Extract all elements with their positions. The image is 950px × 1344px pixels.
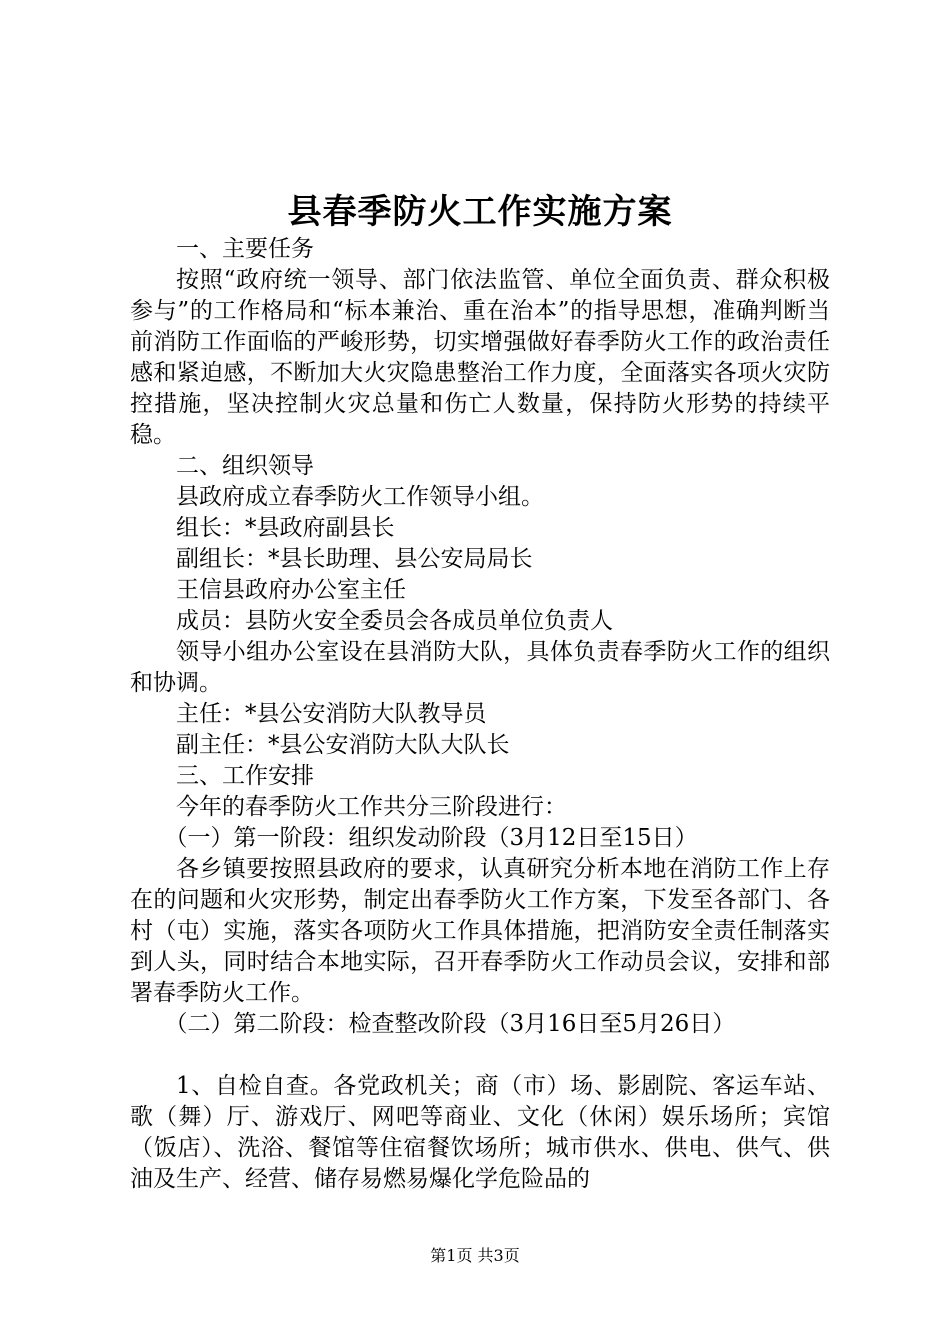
paragraph: 今年的春季防火工作共分三阶段进行： [176, 794, 567, 820]
paragraph: 组长：*县政府副县长 [176, 515, 395, 541]
document-title: 县春季防火工作实施方案 [287, 192, 673, 232]
section-heading: 一、主要任务 [176, 236, 314, 262]
section-heading: 三、工作安排 [176, 763, 314, 789]
paragraph: 副组长：*县长助理、县公安局局长 [176, 546, 533, 572]
document-page [130, 190, 830, 1195]
paragraph: 各乡镇要按照县政府的要求，认真研究分析本地在消防工作上存在的问题和火灾形势，制定出春季防火工作方案，下发至各部门、各村（屯）实施，落实各项防火工作具体措施，把消防安全责任制落实到人头，同时结合本地实际，召开春季防火工作动员会议，安排和部署春季防火工作。 [130, 856, 830, 1006]
page-footer: 第1页 共3页 [430, 1246, 520, 1265]
paragraph: 县政府成立春季防火工作领导小组。 [176, 484, 544, 510]
paragraph: 1、自检自查。各党政机关；商（市）场、影剧院、客运车站、歌（舞）厅、游戏厅、网吧等商业、文化（休闲）娱乐场所；宾馆（饭店）、洗浴、餐馆等住宿餐饮场所；城市供水、供电、供气、供油及生产、经营、储存易燃易爆化学危险品的 [130, 1073, 830, 1192]
paragraph: 按照“政府统一领导、部门依法监管、单位全面负责、群众积极参与”的工作格局和“标本兼治、重在治本”的指导思想，准确判断当前消防工作面临的严峻形势，切实增强做好春季防火工作的政治责任感和紧迫感，不断加大火灾隐患整治工作力度，全面落实各项火灾防控措施，坚决控制火灾总量和伤亡人数量，保持防火形势的持续平稳。 [130, 267, 830, 448]
blank-line [130, 1040, 830, 1071]
document-body [130, 234, 830, 1195]
subsection-heading: （一）第一阶段：组织发动阶段（3月12日至15日） [164, 825, 698, 851]
subsection-heading: （二）第二阶段：检查整改阶段（3月16日至5月26日） [164, 1011, 736, 1037]
paragraph: 副主任：*县公安消防大队大队长 [176, 732, 510, 758]
paragraph: 主任：*县公安消防大队教导员 [176, 701, 487, 727]
section-heading: 二、组织领导 [176, 453, 314, 479]
paragraph: 成员：县防火安全委员会各成员单位负责人 [176, 608, 613, 634]
paragraph: 领导小组办公室设在县消防大队，具体负责春季防火工作的组织和协调。 [130, 639, 830, 696]
paragraph: 王信县政府办公室主任 [176, 577, 406, 603]
